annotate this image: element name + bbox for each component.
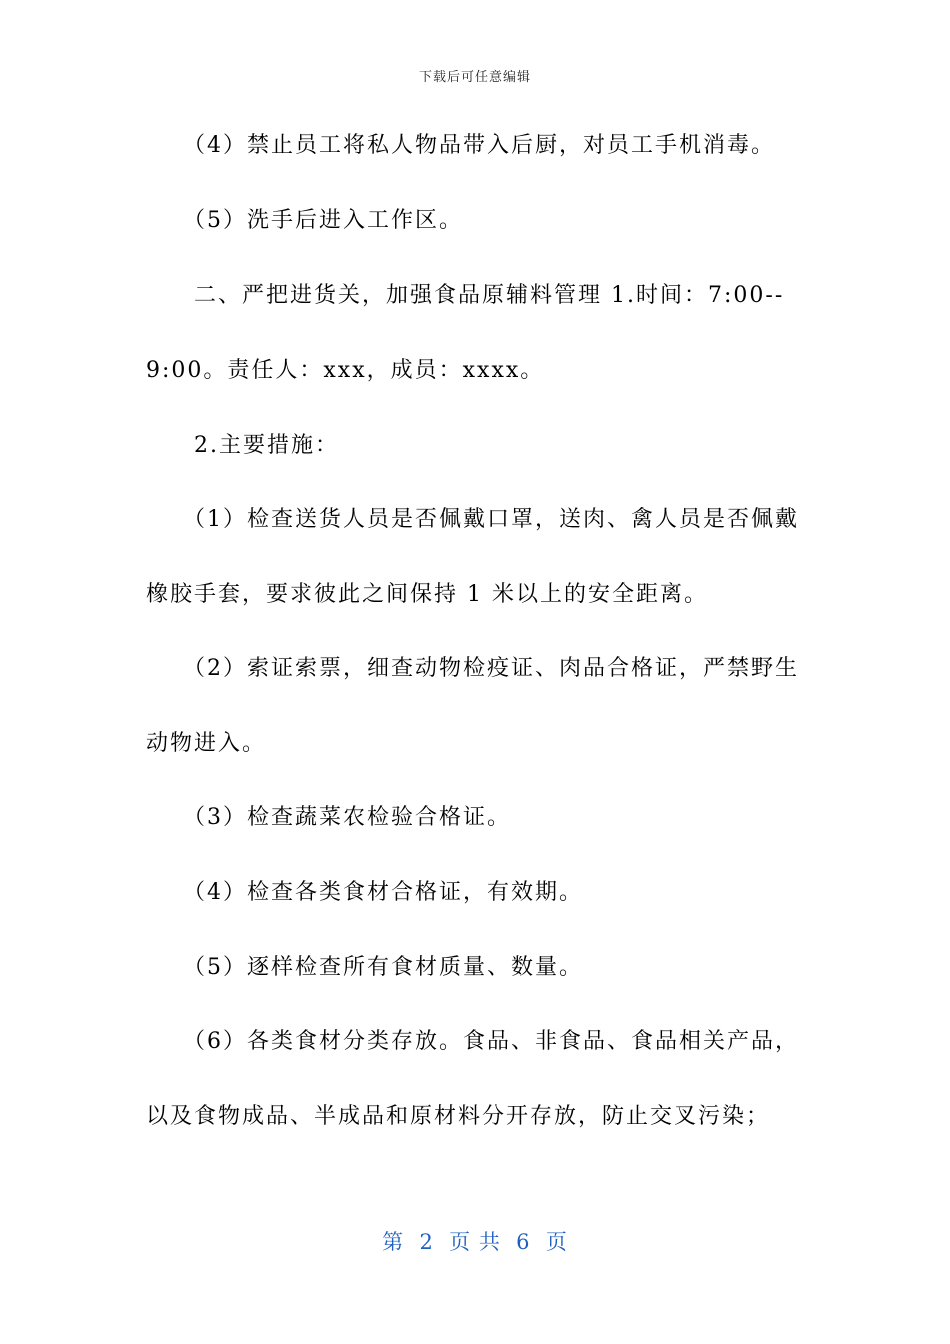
text-line: （1）检查送货人员是否佩戴口罩，送肉、禽人员是否佩戴 (146, 507, 799, 532)
text-line: 2.主要措施： (146, 433, 339, 458)
text-line: 橡胶手套，要求彼此之间保持 1 米以上的安全距离。 (146, 582, 708, 607)
text-line: （5）逐样检查所有食材质量、数量。 (146, 955, 583, 980)
text-line: 动物进入。 (146, 731, 267, 756)
text-line: 二、严把进货关，加强食品原辅料管理 1.时间：7:00-- (146, 283, 785, 308)
text-line: （5）洗手后进入工作区。 (146, 208, 463, 233)
text-line: （2）索证索票，细查动物检疫证、肉品合格证，严禁野生 (146, 656, 799, 681)
text-line: （4）禁止员工将私人物品带入后厨，对员工手机消毒。 (146, 133, 775, 158)
text-line: 9:00。责任人：xxx，成员：xxxx。 (146, 358, 545, 383)
page-header-note: 下载后可任意编辑 (418, 70, 531, 85)
text-line: （6）各类食材分类存放。食品、非食品、食品相关产品， (146, 1029, 799, 1054)
text-line: 以及食物成品、半成品和原材料分开存放，防止交叉污染； (146, 1104, 771, 1129)
page-number-footer: 第 2 页 共 6 页 (382, 1230, 568, 1254)
text-line: （4）检查各类食材合格证，有效期。 (146, 880, 583, 905)
text-line: （3）检查蔬菜农检验合格证。 (146, 805, 511, 830)
